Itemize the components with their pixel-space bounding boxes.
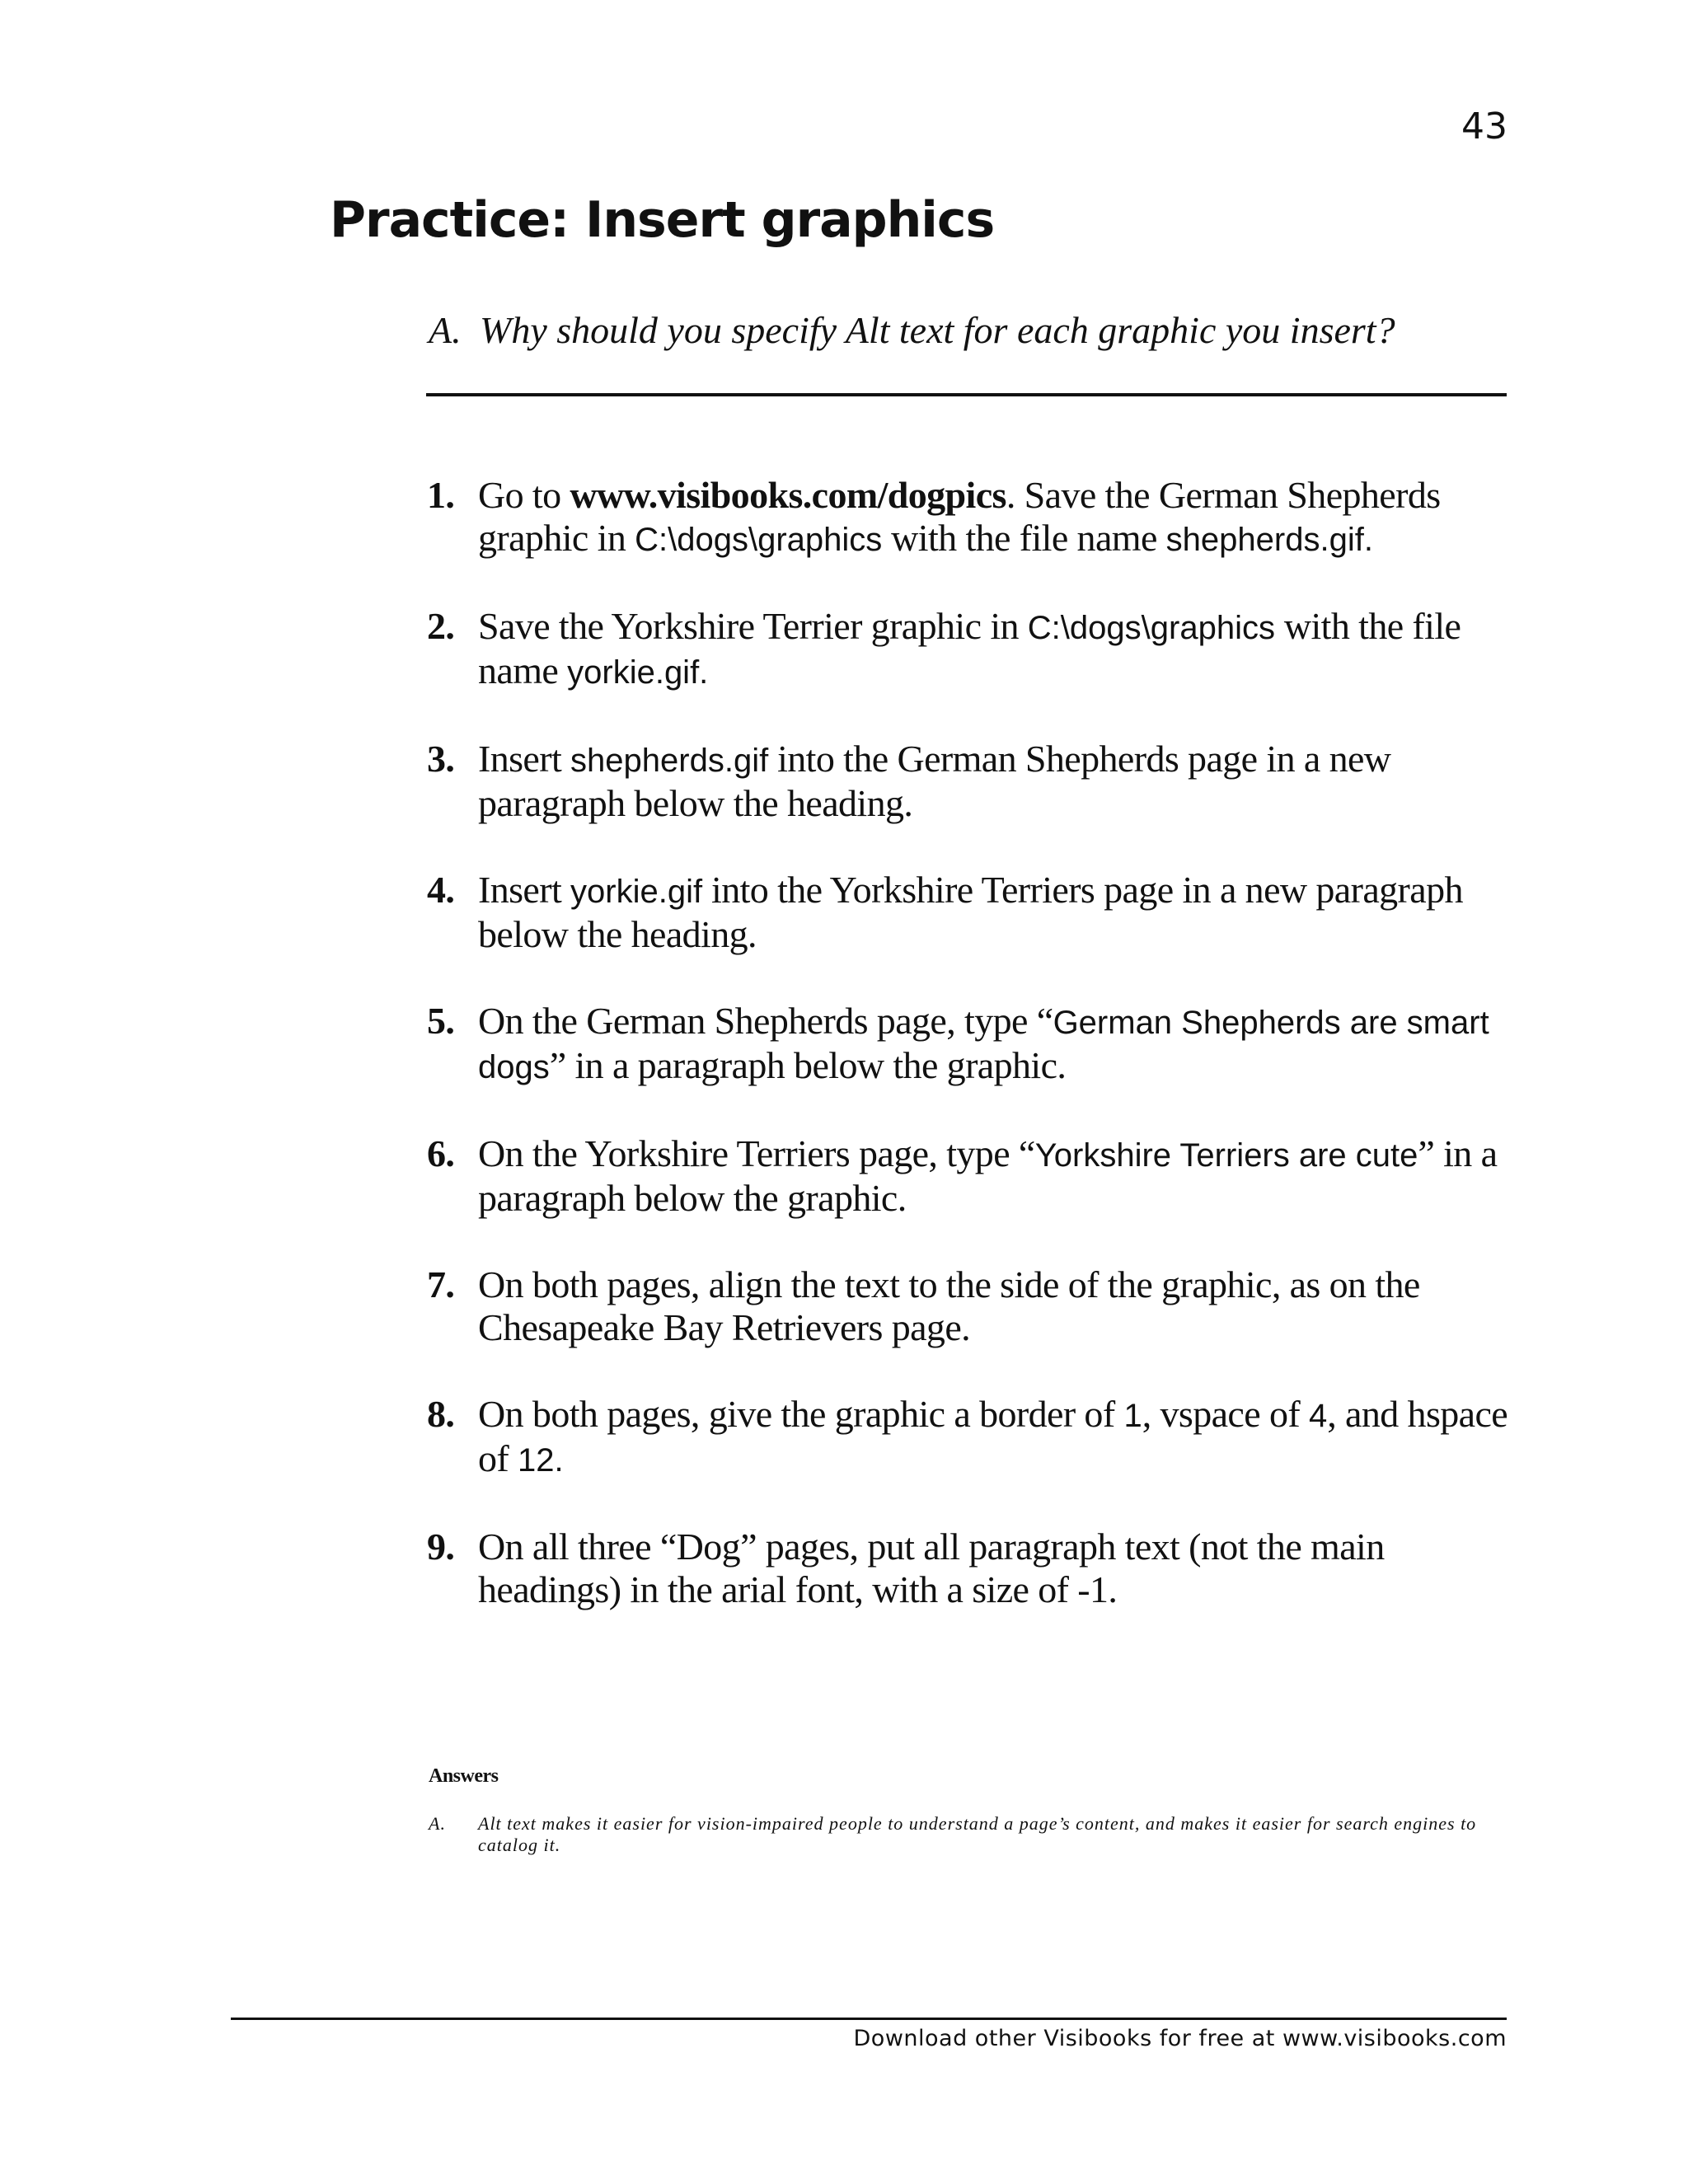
- step-text: ” in a paragraph below the graphic.: [478, 1132, 1498, 1219]
- step-3: [427, 738, 1523, 825]
- filename-text: shepherds.gif: [570, 743, 769, 779]
- filename-text: yorkie.gif: [570, 874, 703, 910]
- value-text: 1: [1123, 1398, 1142, 1434]
- step-number: 5.: [427, 1000, 455, 1042]
- steps-list: [427, 474, 1523, 1655]
- step-5: [427, 1000, 1523, 1089]
- step-number: 1.: [427, 474, 455, 516]
- typed-text: Yorkshire Terriers are cute: [1034, 1137, 1418, 1174]
- step-7: [427, 1263, 1523, 1349]
- step-text: On both pages, give the graphic a border of: [478, 1393, 1124, 1435]
- answers-heading: Answers: [429, 1765, 499, 1787]
- value-text: 4: [1308, 1398, 1328, 1434]
- url-text: www.visibooks.com/dogpics: [570, 474, 1006, 516]
- step-9: [427, 1526, 1523, 1611]
- step-text: On the Yorkshire Terriers page, type “: [478, 1132, 1035, 1174]
- answer-line: [426, 393, 1507, 396]
- filename-text: shepherds.gif.: [1165, 522, 1373, 558]
- step-text: On the German Shepherds page, type “: [478, 1000, 1053, 1042]
- path-text: C:\dogs\graphics: [635, 522, 883, 558]
- question-text: Why should you specify Alt text for each graphic you insert?: [480, 309, 1395, 351]
- step-text: Insert: [478, 869, 571, 911]
- footer-rule: [231, 2018, 1507, 2020]
- step-4: [427, 869, 1523, 956]
- step-text: Insert: [478, 738, 571, 780]
- step-text: On both pages, align the text to the side of the graphic, as on the Chesapeake Bay Retrievers page.: [478, 1263, 1420, 1348]
- value-text: 12.: [518, 1442, 564, 1479]
- step-number: 6.: [427, 1132, 455, 1174]
- footer-text: Download other Visibooks for free at www.visibooks.com: [853, 2026, 1507, 2051]
- filename-text: yorkie.gif.: [567, 654, 709, 691]
- step-number: 7.: [427, 1263, 455, 1305]
- answer-item: [429, 1813, 1508, 1856]
- step-text: On all three “Dog” pages, put all paragraph text (not the main headings) in the arial font, with a size of -1.: [478, 1526, 1385, 1610]
- step-text: into the German Shepherds page in a new paragraph below the heading.: [478, 738, 1391, 824]
- step-text: Go to: [478, 474, 570, 516]
- page-number: 43: [1461, 105, 1507, 148]
- page-title: Practice: Insert graphics: [330, 191, 995, 249]
- practice-question: [429, 308, 1395, 352]
- path-text: C:\dogs\graphics: [1027, 610, 1275, 646]
- step-number: 2.: [427, 605, 455, 647]
- step-number: 3.: [427, 738, 455, 780]
- step-number: 4.: [427, 869, 455, 911]
- step-text: into the Yorkshire Terriers page in a new paragraph below the heading.: [478, 869, 1463, 955]
- step-number: 9.: [427, 1526, 455, 1568]
- step-1: [427, 474, 1523, 561]
- typed-text: German Shepherds are smart dogs: [478, 1005, 1489, 1085]
- step-8: [427, 1393, 1523, 1482]
- answer-letter: A.: [429, 1813, 446, 1834]
- step-text: with the file name: [882, 517, 1166, 559]
- step-text: ” in a paragraph below the graphic.: [549, 1044, 1067, 1086]
- step-text: Save the Yorkshire Terrier graphic in: [478, 605, 1028, 647]
- step-text: , and hspace of: [478, 1393, 1508, 1479]
- answer-text: Alt text makes it easier for vision-impaired people to understand a page’s content, and makes it easier for search engines to catalog it.: [478, 1813, 1477, 1855]
- step-text: . Save the German Shepherds graphic in: [478, 474, 1441, 559]
- question-letter: A.: [429, 309, 462, 351]
- step-text: , vspace of: [1142, 1393, 1309, 1435]
- step-2: [427, 605, 1523, 694]
- step-6: [427, 1132, 1523, 1220]
- step-number: 8.: [427, 1393, 455, 1435]
- step-text: with the file name: [478, 605, 1461, 691]
